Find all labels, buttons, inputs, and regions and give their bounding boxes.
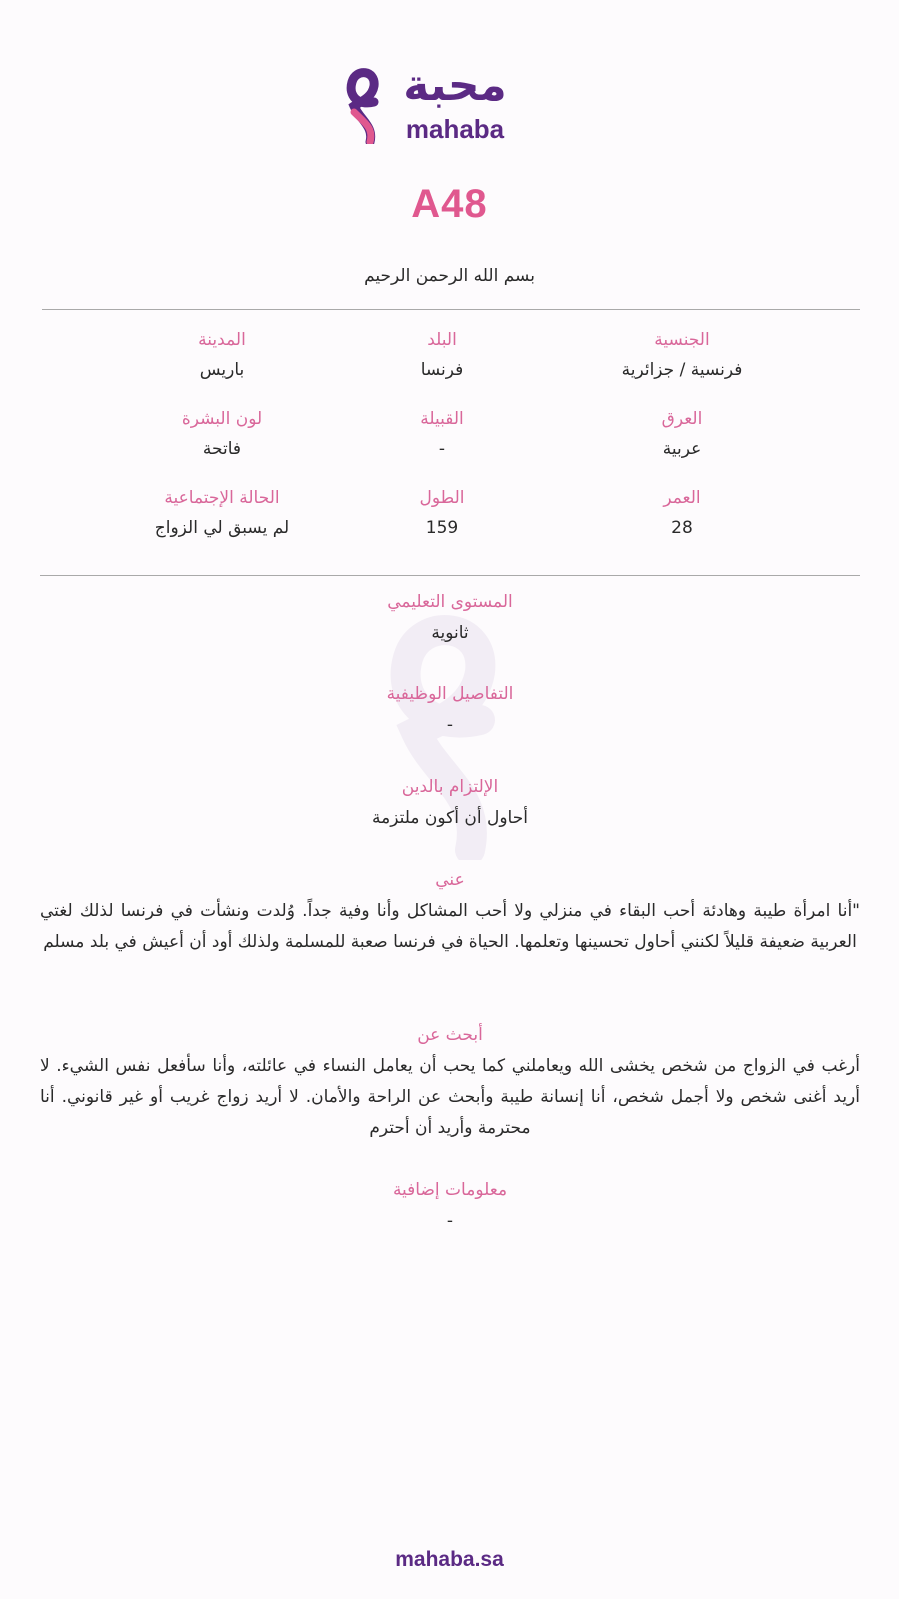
logo-arabic: محبة <box>403 60 507 111</box>
profile-code: A48 <box>411 182 488 226</box>
section-value: - <box>446 715 454 735</box>
basmala: بسم الله الرحمن الرحيم <box>364 266 535 286</box>
section-label: أبحث عن <box>417 1025 483 1045</box>
detail-value: - <box>438 439 446 459</box>
divider-middle <box>40 575 860 576</box>
detail-label: القبيلة <box>420 409 464 429</box>
section-label: معلومات إضافية <box>392 1180 508 1200</box>
section-paragraph: أرغب في الزواج من شخص يخشى الله ويعاملني كما يحب أن يعامل النساء في عائلته، وأنا سأفعل نفس الشيء. لا أريد أغنى شخص ولا أجمل شخص، أنا إنسانة طيبة وأبحث عن الراحة والأمان. لا أريد زواج غريب أو غير قانوني. أنا محترمة وأريد أن أحترم <box>40 1056 860 1138</box>
detail-tribe <box>332 407 552 461</box>
detail-value: لم يسبق لي الزواج <box>154 518 290 538</box>
section-label: عني <box>435 870 465 890</box>
detail-label: العرق <box>661 409 703 429</box>
section-label: الإلتزام بالدين <box>401 777 499 797</box>
logo <box>340 58 520 148</box>
detail-label: البلد <box>427 330 457 350</box>
detail-ethnicity <box>572 407 792 461</box>
detail-value: باريس <box>199 360 245 380</box>
section-additional-info <box>40 1178 860 1237</box>
detail-value: فرنسا <box>420 360 464 380</box>
detail-label: الحالة الإجتماعية <box>164 488 280 508</box>
footer-site: mahaba.sa <box>395 1548 504 1571</box>
section-value: أحاول أن أكون ملتزمة <box>372 808 528 828</box>
detail-label: الطول <box>419 488 465 508</box>
detail-city <box>112 328 332 382</box>
logo-latin: mahaba <box>405 114 505 144</box>
detail-value: 28 <box>671 518 693 538</box>
section-value: ثانوية <box>431 623 469 643</box>
detail-label: الجنسية <box>654 330 710 350</box>
section-job-details <box>40 682 860 741</box>
section-looking-for <box>40 1023 860 1144</box>
detail-skin-color <box>112 407 332 461</box>
detail-height <box>332 486 552 540</box>
detail-label: المدينة <box>198 330 246 350</box>
divider-top <box>42 309 860 310</box>
detail-label: لون البشرة <box>181 409 263 429</box>
section-label: التفاصيل الوظيفية <box>386 684 514 704</box>
section-label: المستوى التعليمي <box>387 592 513 612</box>
section-paragraph: "أنا امرأة طيبة وهادئة أحب البقاء في منزلي ولا أحب المشاكل وأنا وفية جداً. وُلدت ونشأت في فرنسا لذلك لغتي العربية ضعيفة قليلاً لكنني أحاول تحسينها وتعلمها. الحياة في فرنسا صعبة للمسلمة ولذلك أود أن أعيش في بلد مسلم <box>40 901 860 952</box>
detail-value: 159 <box>425 518 459 538</box>
detail-age <box>572 486 792 540</box>
detail-label: العمر <box>663 488 701 508</box>
section-about-me <box>40 868 860 958</box>
detail-value: فاتحة <box>202 439 242 459</box>
section-value: - <box>446 1211 454 1231</box>
detail-country <box>332 328 552 382</box>
section-religious-commitment <box>40 775 860 834</box>
detail-marital-status <box>112 486 332 540</box>
detail-nationality <box>572 328 792 382</box>
section-education <box>40 590 860 649</box>
detail-value: فرنسية / جزائرية <box>621 360 743 380</box>
logo-mark-icon <box>340 62 382 144</box>
detail-value: عربية <box>662 439 702 459</box>
